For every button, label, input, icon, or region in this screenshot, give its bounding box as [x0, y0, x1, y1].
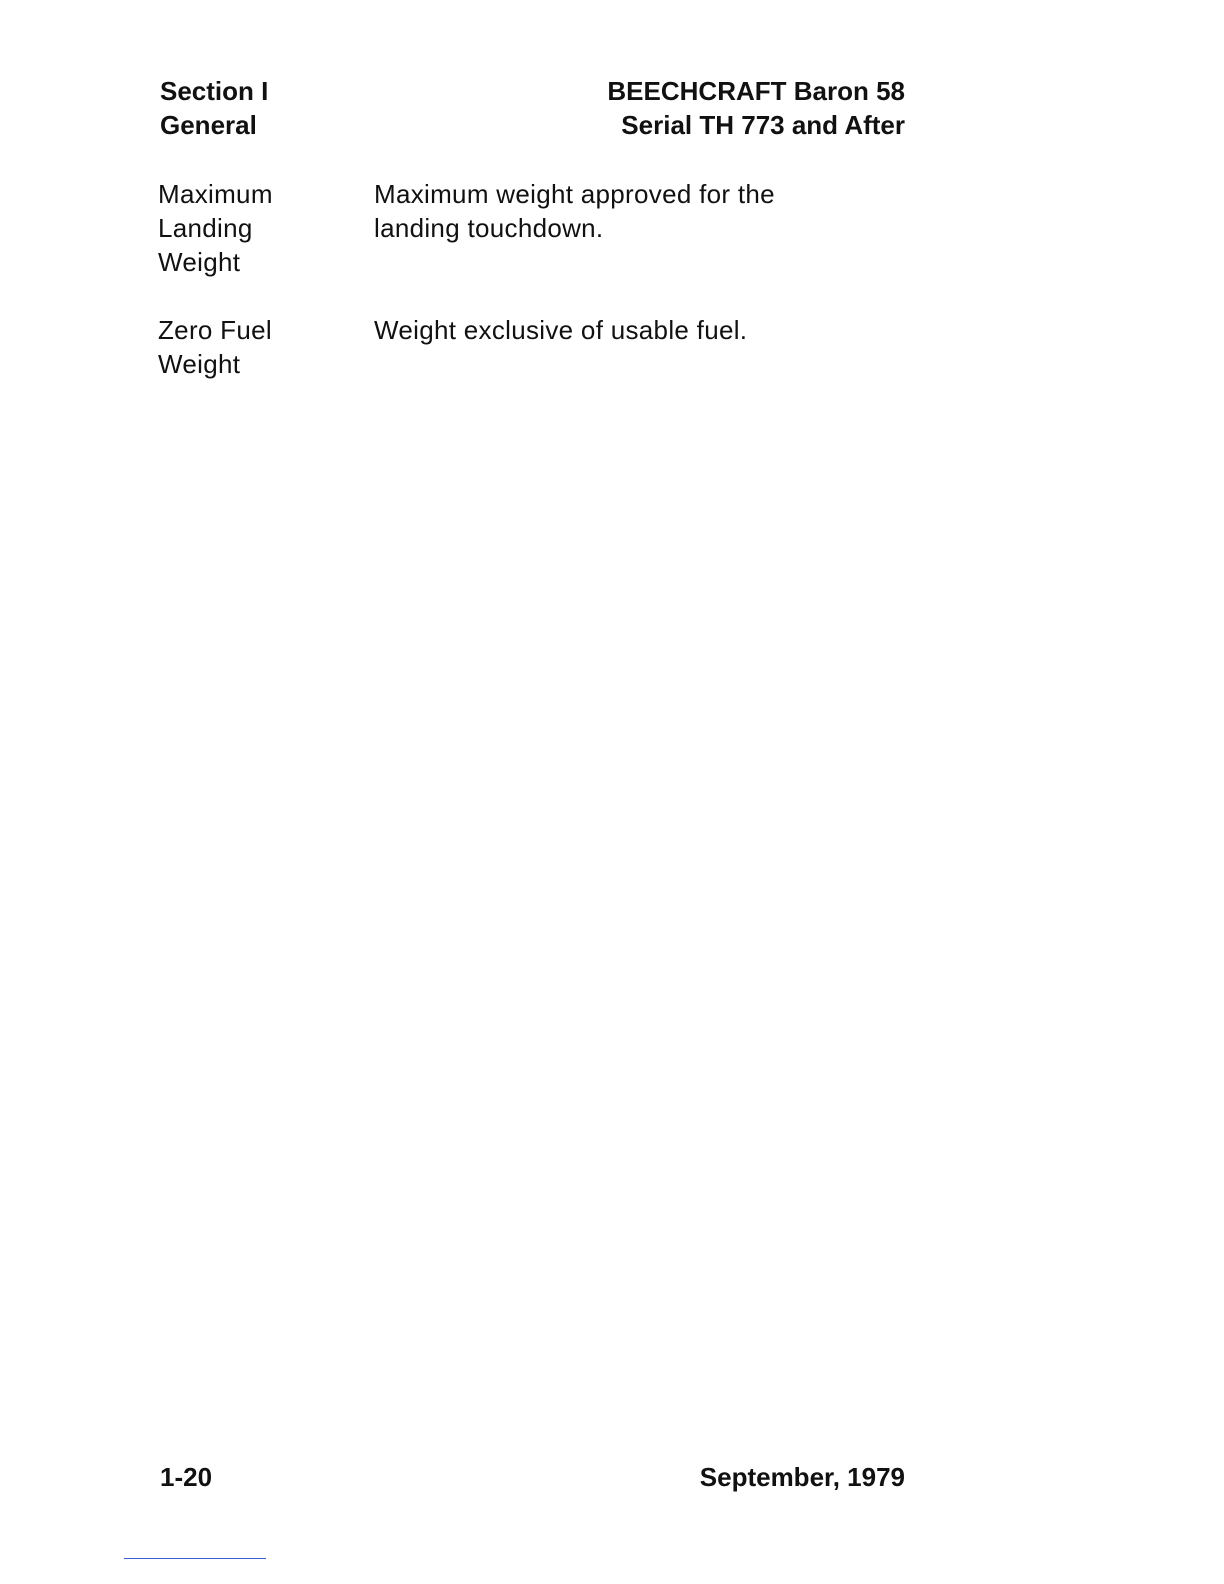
definition-list: [158, 177, 918, 415]
footer-rule: [124, 1558, 266, 1559]
page-number: 1-20: [160, 1462, 213, 1492]
serial-range: Serial TH 773 and After: [621, 110, 905, 140]
revision-date: September, 1979: [699, 1462, 905, 1492]
model-name: BEECHCRAFT Baron 58: [607, 76, 905, 106]
section-title: General: [160, 110, 257, 140]
definition-description: Weight exclusive of usable fuel.: [374, 315, 748, 345]
definition-term: Zero Fuel Weight: [158, 315, 272, 379]
header-section: [160, 74, 268, 142]
definition-term: Maximum Landing Weight: [158, 179, 273, 277]
definition-row: [158, 177, 918, 279]
header-model: [607, 74, 905, 142]
definition-description: Maximum weight approved for the landing touchdown.: [374, 179, 775, 243]
definition-row: [158, 313, 918, 381]
section-label: Section I: [160, 76, 269, 106]
